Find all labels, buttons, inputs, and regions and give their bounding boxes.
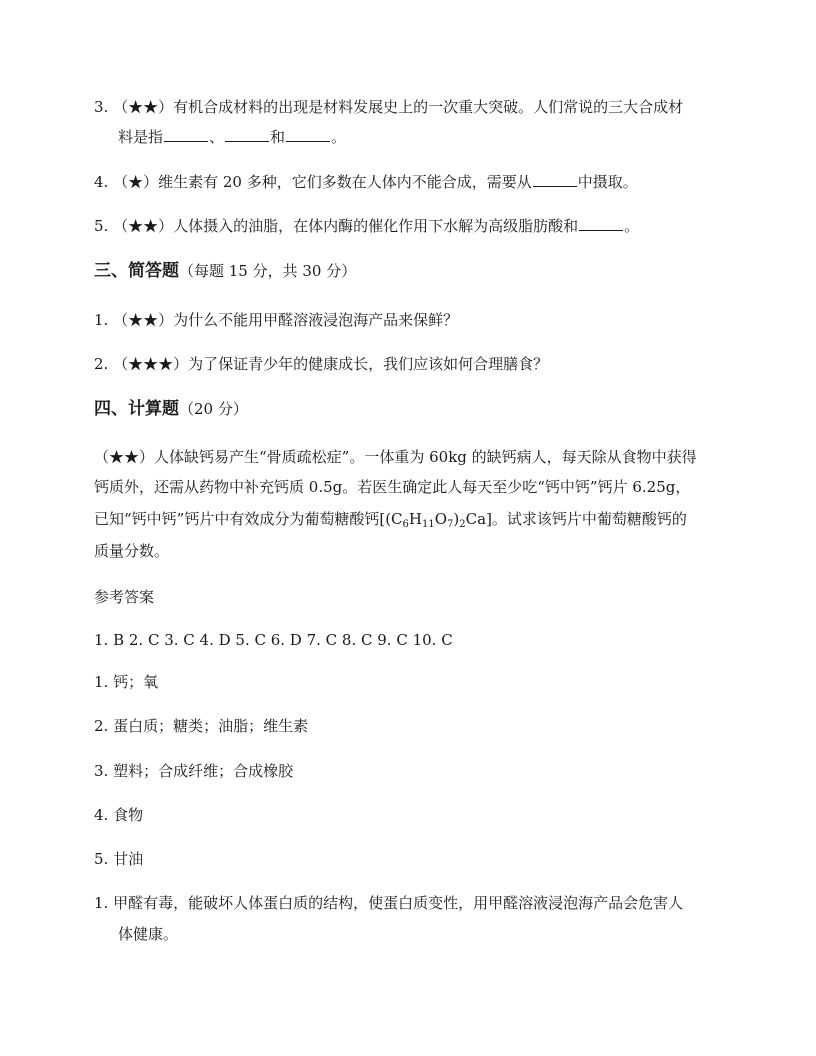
answers-heading: 参考答案: [94, 588, 155, 606]
answer-fill-5: 5. 甘油: [94, 850, 144, 868]
answer-fill-2: 2. 蛋白质；糖类；油脂；维生素: [94, 717, 309, 735]
section-title: 三、简答题: [94, 261, 179, 281]
question-5: [94, 216, 639, 236]
text-segment: Ca]。试求该钙片中葡萄糖酸钙的: [465, 510, 687, 528]
difficulty-stars: （★★★）: [113, 355, 189, 373]
question-end: 中摄取。: [577, 173, 638, 191]
short-question-2: [94, 354, 548, 374]
question-4: [94, 172, 638, 192]
question-end: 。: [331, 128, 347, 146]
section-heading-short-answer: [94, 260, 356, 282]
difficulty-stars: （★）: [113, 173, 159, 191]
subscript: 11: [422, 519, 435, 530]
text-segment: O: [434, 510, 448, 528]
difficulty-stars: （★★）: [113, 217, 174, 235]
question-text: 为什么不能用甲醛溶液浸泡海产品来保鲜？: [173, 311, 459, 329]
question-number: 3.: [94, 98, 109, 116]
question-number: 1.: [94, 311, 109, 329]
question-text: 料是指: [118, 128, 164, 146]
answer-fill-4: 4. 食物: [94, 806, 144, 824]
answer-blank: [533, 172, 577, 187]
subscript: 7: [447, 519, 454, 530]
question-text: 维生素有 20 多种，它们多数在人体内不能合成，需要从: [158, 173, 532, 191]
answer-short-1-line-2: 体健康。: [118, 925, 179, 943]
section-note: （每题 15 分，共 30 分）: [179, 262, 357, 280]
section-title: 四、计算题: [94, 399, 179, 419]
question-number: 2.: [94, 355, 109, 373]
question-text: 人体摄入的油脂，在体内酶的催化作用下水解为高级脂肪酸和: [173, 217, 579, 235]
calc-problem-line-4: 质量分数。: [94, 542, 170, 560]
section-note: （20 分）: [179, 400, 248, 418]
answer-blank: [164, 127, 208, 142]
section-heading-calculation: [94, 398, 248, 420]
difficulty-stars: （★★）: [113, 98, 174, 116]
calc-problem-line-2: 钙质外，还需从药物中补充钙质 0.5g。若医生确定此人每天至少吃“钙中钙”钙片 6.25g，: [94, 478, 691, 496]
question-3-line-1: [94, 97, 683, 117]
separator: 和: [270, 128, 286, 146]
answer-fill-3: 3. 塑料；合成纤维；合成橡胶: [94, 762, 294, 780]
question-text: 为了保证青少年的健康成长，我们应该如何合理膳食？: [188, 355, 549, 373]
answers-multiple-choice: 1. B 2. C 3. C 4. D 5. C 6. D 7. C 8. C 9. C 10. C: [94, 631, 453, 649]
text-segment: 已知“钙中钙”钙片中有效成分为葡萄糖酸钙[(C: [94, 510, 403, 528]
answer-blank: [225, 127, 269, 142]
text-segment: H: [408, 510, 422, 528]
question-3-line-2: [118, 127, 346, 147]
answer-blank: [286, 127, 330, 142]
answer-fill-1: 1. 钙；氧: [94, 673, 159, 691]
answer-short-1-line-1: 1. 甲醛有毒，能破坏人体蛋白质的结构，使蛋白质变性，用甲醛溶液浸泡海产品会危害人: [94, 894, 684, 912]
question-number: 5.: [94, 217, 109, 235]
difficulty-stars: （★★）: [113, 311, 174, 329]
question-text: 有机合成材料的出现是材料发展史上的一次重大突破。人们常说的三大合成材: [173, 98, 684, 116]
answer-blank: [579, 216, 623, 231]
short-question-1: [94, 310, 458, 330]
question-number: 4.: [94, 173, 109, 191]
text-segment: ): [453, 510, 460, 528]
subscript: 6: [402, 519, 409, 530]
calc-problem-line-1: （★★）人体缺钙易产生“骨质疏松症”。一体重为 60kg 的缺钙病人，每天除从食物中获得: [94, 448, 697, 466]
subscript: 2: [459, 519, 466, 530]
calc-problem-line-3: [94, 509, 687, 529]
separator: 、: [209, 128, 225, 146]
question-end: 。: [624, 217, 640, 235]
